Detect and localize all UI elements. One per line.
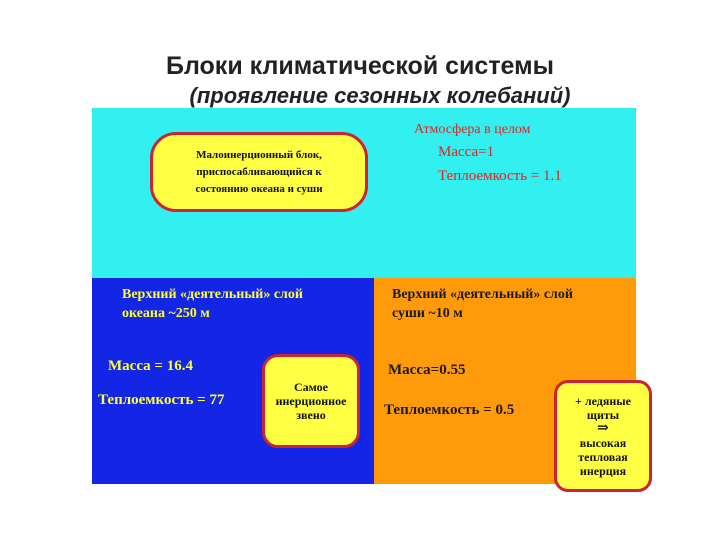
land-heat-capacity: Теплоемкость = 0.5 [384,402,515,418]
ocean-heading-line2: океана ~250 м [122,306,210,321]
atmosphere-mass: Масса=1 [438,144,495,160]
low-inertia-note-line3: состоянию океана и суши [195,182,323,195]
ice-sheets-note-line2: щиты [586,408,620,422]
low-inertia-note-line2: приспосабливающийся к [196,165,322,178]
most-inertial-note-line2: инерционное [275,394,347,408]
most-inertial-note-line3: звено [296,408,326,422]
ice-sheets-note-line3: высокая [579,436,627,450]
ice-sheets-note-line4: тепловая [578,450,628,464]
ocean-heat-capacity: Теплоемкость = 77 [98,392,225,408]
land-mass: Масса=0.55 [388,362,466,378]
slide-subtitle: (проявление сезонных колебаний) [189,83,571,108]
ocean-mass: Масса = 16.4 [108,358,193,374]
ice-sheets-note-line1: + ледяные [575,394,631,408]
land-heading-line1: Верхний «деятельный» слой [392,287,573,302]
ocean-heading-line1: Верхний «деятельный» слой [122,287,303,302]
low-inertia-note [150,132,368,212]
atmosphere-heat-capacity: Теплоемкость = 1.1 [438,168,562,184]
low-inertia-note-line1: Малоинерционный блок, [196,148,322,161]
slide-title: Блоки климатической системы [166,52,554,80]
most-inertial-note [262,354,360,448]
ice-sheets-note-line5: инерция [579,464,627,478]
atmosphere-heading: Атмосфера в целом [414,122,531,137]
ice-sheets-note [554,380,652,492]
most-inertial-note-line1: Самое [293,380,328,394]
land-heading-line2: суши ~10 м [392,306,463,321]
implies-arrow-icon: ⇒ [597,421,609,436]
